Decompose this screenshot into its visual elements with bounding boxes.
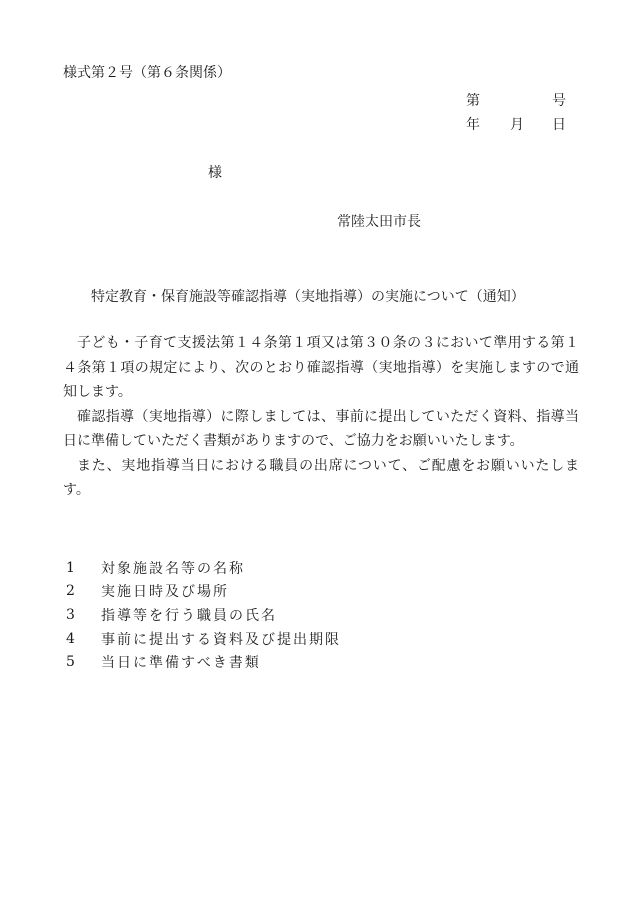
list-item xyxy=(63,556,341,580)
list-item xyxy=(63,650,341,674)
date-year-label: 年 xyxy=(466,117,480,133)
list-item-text: 実施日時及び場所 xyxy=(101,584,229,601)
list-item-number: 2 xyxy=(66,583,75,600)
body-paragraph: また、実地指導当日における職員の出席について、ご配慮をお願いいたします。 xyxy=(63,457,579,498)
document-title: 特定教育・保育施設等確認指導（実地指導）の実施について（通知） xyxy=(91,289,525,305)
list-item-number: 1 xyxy=(66,559,75,576)
recipient-honorific: 様 xyxy=(208,165,222,181)
list-item xyxy=(63,603,341,627)
list-item-number: 5 xyxy=(66,654,75,671)
item-list xyxy=(63,556,341,674)
list-item-text: 指導等を行う職員の氏名 xyxy=(101,607,277,624)
list-item xyxy=(63,580,341,604)
form-label: 様式第２号（第６条関係） xyxy=(63,65,231,81)
list-item-number: 4 xyxy=(66,630,75,647)
document-number-suffix: 号 xyxy=(552,93,566,109)
list-item-text: 対象施設名等の名称 xyxy=(101,560,245,577)
body-text xyxy=(63,331,579,503)
sender-name: 常陸太田市長 xyxy=(337,214,421,230)
body-paragraph: 確認指導（実地指導）に際しましては、事前に提出していただく資料、指導当日に準備していただく書類がありますので、ご協力をお願いいたします。 xyxy=(63,408,579,449)
list-item-text: 当日に準備すべき書類 xyxy=(101,655,261,672)
date-month-label: 月 xyxy=(510,117,524,133)
date-day-label: 日 xyxy=(552,117,566,133)
list-item xyxy=(63,627,341,651)
list-item-text: 事前に提出する資料及び提出期限 xyxy=(101,631,341,648)
body-paragraph: 子ども・子育て支援法第１４条第１項又は第３０条の３において準用する第１４条第１項の規定により、次のとおり確認指導（実地指導）を実施しますので通知します。 xyxy=(63,335,579,400)
list-item-number: 3 xyxy=(66,606,75,623)
document-number-prefix: 第 xyxy=(466,93,480,109)
